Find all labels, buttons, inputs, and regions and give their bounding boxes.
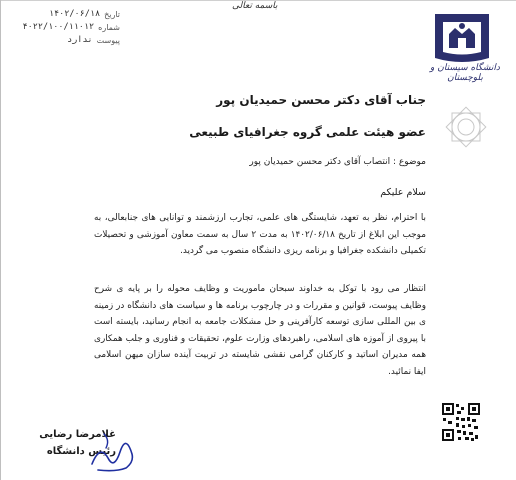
motto-text: باسمه تعالی	[232, 1, 278, 11]
body-paragraph-1: با احترام، نظر به تعهد، شایستگی های علمی، تجارب ارزشمند و توانایی های جنابعالی، به موجب این ابلاغ از تاریخ ۱۴۰۲/۰۶/۱۸ به مدت ۲ سال به سمت معاون آموزشی و تحصیلات تکمیلی دانشکده جغرافیا و برنامه ریزی دانشگاه منصوب می گردید.	[94, 213, 426, 256]
recipient-block	[189, 90, 426, 142]
signer-title: رئیس دانشگاه	[46, 446, 116, 457]
meta-date-row	[10, 8, 120, 21]
signature-scribble-icon	[86, 424, 140, 474]
page-border-left	[0, 0, 1, 480]
logo-caption: دانشگاه سیستان و بلوچستان	[430, 63, 500, 83]
meta-date-value: ۱۴۰۲/۰۶/۱۸	[48, 9, 101, 19]
recipient-position: عضو هیئت علمی گروه جغرافیای طبیعی	[189, 125, 426, 139]
meta-number-value: ۴۰۲۲/۱۰۰/۱۱۰۱۲	[22, 22, 95, 32]
recipient-name: جناب آقای دکتر محسن حمیدیان پور	[216, 93, 426, 107]
meta-attachment-row	[10, 34, 120, 47]
ornament-icon	[443, 104, 489, 150]
qr-code-icon	[441, 402, 481, 442]
signer-name: غلامرضا رضایی	[39, 429, 116, 440]
greeting: سلام علیکم	[380, 187, 426, 198]
meta-attachment-value: ندارد	[67, 35, 93, 45]
letter-meta	[10, 8, 120, 47]
meta-number-row	[10, 21, 120, 34]
meta-number-label: شماره	[98, 23, 120, 32]
body-paragraph-2: انتظار می رود با توکل به خداوند سبحان ماموریت و وظایف محوله را بر پایه ی شرح وظایف پیوست، قوانین و مقررات و در چارچوب برنامه ها و سیاست های دانشگاه در زمینه ی بین المللی سازی توسعه کارآفرینی و حل مشکلات جامعه به انجام رسانید، بایسته است با پیروی از آموزه های اسلامی، راهبردهای وزارت علوم، تحقیقات و فناوری و جلب همکاری همه مدیران اساتید و کارکنان گرامی نقشی شایسته در تربیت آینده سازان میهن اسلامی ایفا نمائید.	[94, 284, 426, 377]
subject-line: موضوع : انتصاب آقای دکتر محسن حمیدیان پور	[249, 157, 426, 167]
meta-date-label: تاریخ	[104, 10, 120, 19]
meta-attachment-label: پیوست	[96, 36, 120, 45]
